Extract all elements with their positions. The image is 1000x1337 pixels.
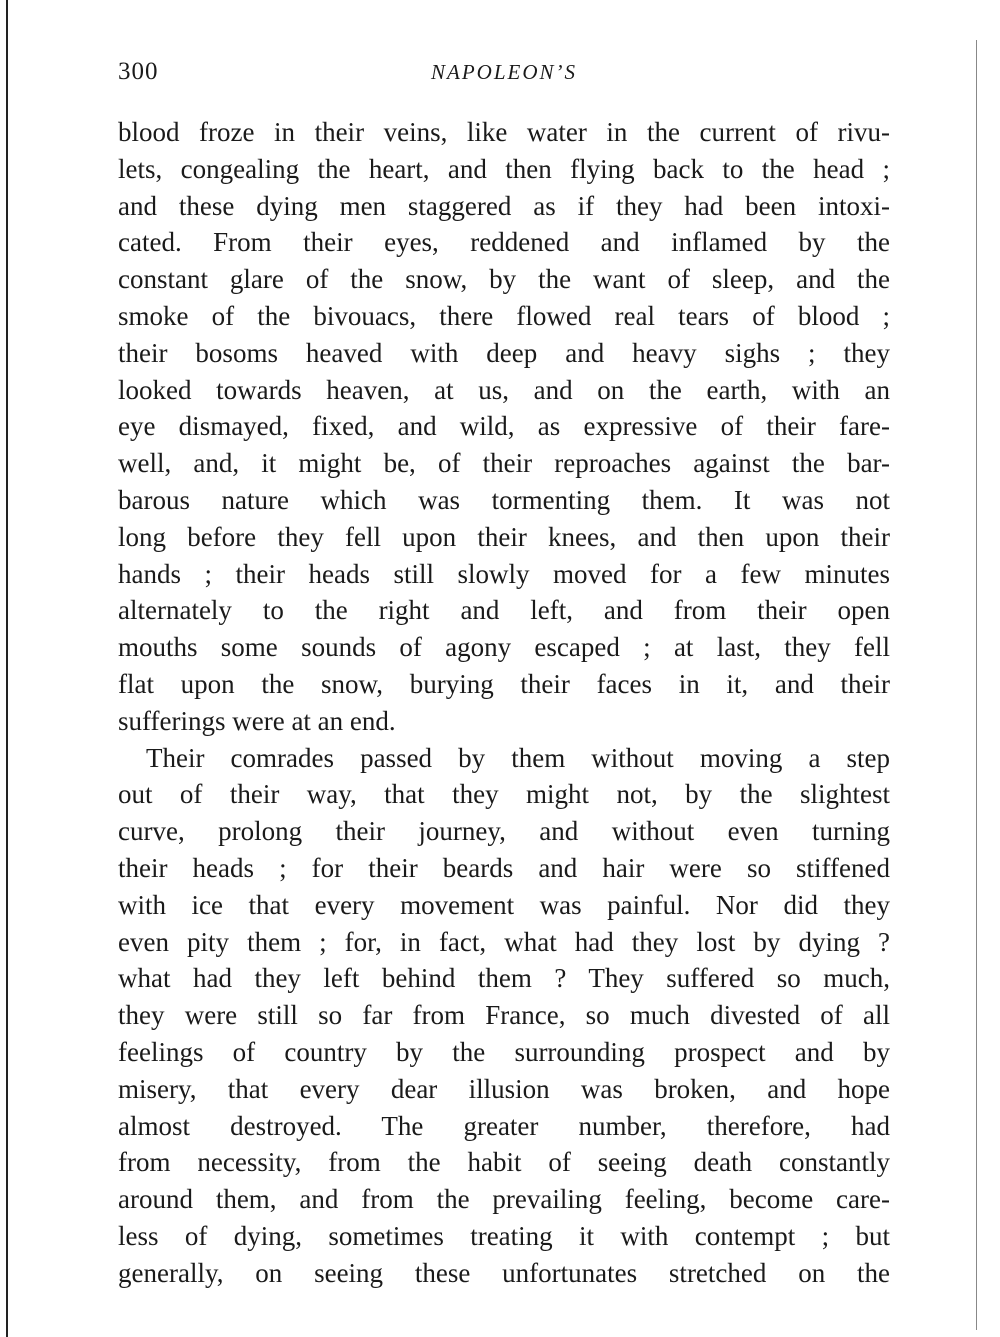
text-line: hands ; their heads still slowly moved for a few minutes — [118, 558, 890, 589]
text-line: lets, congealing the heart, and then flying back to the head ; — [118, 153, 890, 184]
text-line: well, and, it might be, of their reproaches against the bar- — [118, 448, 890, 479]
text-line: from necessity, from the habit of seeing death constantly — [118, 1147, 890, 1178]
text-line: and these dying men staggered as if they had been intoxi- — [118, 190, 890, 221]
text-line: constant glare of the snow, by the want of sleep, and the — [118, 264, 890, 295]
text-line: less of dying, sometimes treating it with contempt ; but — [118, 1220, 890, 1251]
paragraph-1 — [118, 114, 890, 740]
text-line: barous nature which was tormenting them. It was not — [118, 484, 890, 515]
text-line: curve, prolong their journey, and without even turning — [118, 816, 890, 847]
text-line: they were still so far from France, so much divested of all — [118, 1000, 890, 1031]
text-line: what had they left behind them ? They suffered so much, — [118, 963, 890, 994]
paragraph-2 — [118, 740, 890, 1292]
page-header — [118, 58, 890, 90]
text-line: mouths some sounds of agony escaped ; at last, they fell — [118, 632, 890, 663]
scan-edge-right — [976, 40, 977, 1330]
text-line: around them, and from the prevailing feeling, become care- — [118, 1184, 890, 1215]
text-line: feelings of country by the surrounding prospect and by — [118, 1036, 890, 1067]
text-line: almost destroyed. The greater number, therefore, had — [118, 1110, 890, 1141]
body-text — [118, 114, 890, 1292]
text-line: generally, on seeing these unfortunates stretched on the — [118, 1257, 890, 1288]
text-line: smoke of the bivouacs, there flowed real tears of blood ; — [118, 300, 890, 331]
text-line: even pity them ; for, in fact, what had they lost by dying ? — [118, 926, 890, 957]
text-line: their heads ; for their beards and hair were so stiffened — [118, 852, 890, 883]
text-line: long before they fell upon their knees, and then upon their — [118, 521, 890, 552]
text-line: looked towards heaven, at us, and on the earth, with an — [118, 374, 890, 405]
text-line: their bosoms heaved with deep and heavy sighs ; they — [118, 337, 890, 368]
text-line: flat upon the snow, burying their faces in it, and their — [118, 668, 890, 699]
text-line: cated. From their eyes, reddened and inflamed by the — [118, 227, 890, 258]
text-line: eye dismayed, fixed, and wild, as expressive of their fare- — [118, 411, 890, 442]
running-head: NAPOLEON’S — [431, 60, 577, 84]
text-line: blood froze in their veins, like water in the current of rivu- — [118, 117, 890, 147]
text-line: alternately to the right and left, and from their open — [118, 595, 890, 626]
text-line: sufferings were at an end. — [118, 705, 396, 736]
text-line: with ice that every movement was painful. Nor did they — [118, 889, 890, 920]
text-line: misery, that every dear illusion was broken, and hope — [118, 1073, 890, 1104]
text-line: out of their way, that they might not, by the slightest — [118, 779, 890, 810]
scan-edge-left — [6, 0, 8, 1337]
page-number: 300 — [118, 58, 159, 85]
text-line: Their comrades passed by them without moving a step — [146, 742, 890, 773]
